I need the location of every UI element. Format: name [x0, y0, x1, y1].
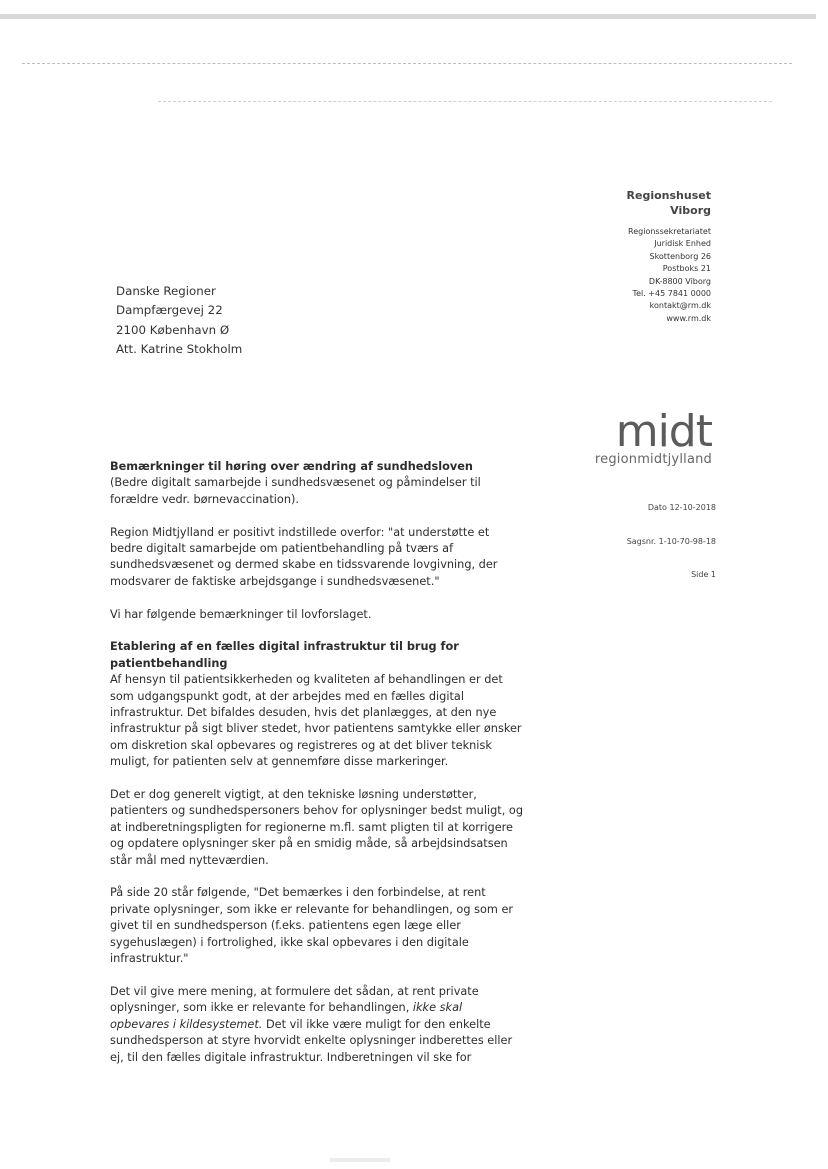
- sender-block: [627, 188, 711, 325]
- recipient-line: Dampfærgevej 22: [116, 303, 223, 318]
- paragraph: På side 20 står følgende, "Det bemærkes i den forbindelse, at rent private oplysninger, som ikke er relevante for behandlingen, og som er givet til en sundhedsperson (f.eks. patientens egen læge eller sygehuslægen) i fortrolighed, ikke skal opbevares i den digitale infrastruktur.": [110, 886, 514, 966]
- sender-website: www.rm.dk: [666, 313, 711, 323]
- sender-detail: Regionssekretariatet: [628, 227, 711, 236]
- paragraph: Vi har følgende bemærkninger til lovforslaget.: [110, 607, 372, 621]
- paragraph: Af hensyn til patientsikkerheden og kvaliteten af behandlingen er det som udgangspunkt godt, at der arbejdes med en fælles digital infrastruktur. Det bifaldes desuden, hvis det planlægges, at den nye infrastruktur på sigt bliver stedet, hvor patientens samtykke eller ønsker om diskretion skal opbevares og registreres og at det bliver teknisk muligt, for patienten selv at gennemføre disse markeringer.: [110, 673, 522, 769]
- sender-detail: Postboks 21: [662, 264, 711, 274]
- scan-line-2: [158, 101, 772, 102]
- sender-org-city: Viborg: [670, 204, 711, 217]
- section-heading: Etablering af en fælles digital infrastruktur til brug for patientbehandling: [110, 640, 459, 670]
- paragraph-text: Det vil ikke være muligt for den enkelte sundhedsperson at styre hvorvidt enkelte oplysninger indberettes eller ej, til den fælles digitale infrastruktur. Indberetningen vil ske for: [110, 1017, 513, 1064]
- page-number: Side 1: [691, 570, 716, 579]
- paragraph: Det er dog generelt vigtigt, at den tekniske løsning understøtter, patienters og sundhedspersoners behov for oplysninger bedst muligt, og at indberetningspligten for regionerne m.fl. samt pligten til at korrigere og opdatere oplysninger sker på en smidig måde, så arbejdsindsatsen står mål med nytteværdien.: [110, 788, 523, 867]
- scan-line-1: [22, 63, 792, 64]
- letter-title: Bemærkninger til høring over ændring af sundhedsloven: [110, 460, 473, 473]
- sender-detail: Skottenborg 26: [649, 251, 711, 261]
- paragraph-text: Det vil give mere mening, at formulere det sådan, at rent private oplysninger, som ikke er relevante for behandlingen,: [110, 984, 479, 1015]
- recipient-line: 2100 København Ø: [116, 322, 230, 337]
- recipient-line: Danske Regioner: [116, 284, 216, 298]
- sender-detail: DK-8800 Viborg: [648, 276, 711, 286]
- letter-subtitle: (Bedre digitalt samarbejde i sundhedsvæsenet og påmindelser til forældre vedr. børnevaccination).: [110, 476, 481, 506]
- sender-org-name: Regionshuset: [626, 189, 711, 202]
- letter-date: Dato 12-10-2018: [647, 503, 716, 512]
- region-logo: [590, 406, 712, 467]
- letter-body: [110, 459, 524, 1082]
- sender-detail: Juridisk Enhed: [654, 239, 711, 249]
- sender-email: kontakt@rm.dk: [649, 301, 711, 311]
- sender-phone: Tel. +45 7841 0000: [632, 289, 711, 299]
- recipient-address: [116, 282, 242, 359]
- recipient-line: Att. Katrine Stokholm: [116, 341, 243, 356]
- logo-wordmark: regionmidtjylland: [594, 452, 712, 467]
- scan-mark: [330, 1158, 390, 1162]
- paragraph: Region Midtjylland er positivt indstillede overfor: "at understøtte et bedre digitalt samarbejde om patientbehandling på tværs af sundhedsvæsenet og dermed skabe en tidssvarende lovgivning, der modsvarer de faktiske arbejdsgange i sundhedsvæsenet.": [110, 525, 498, 588]
- paragraph: [110, 984, 524, 1066]
- scan-top-bar: [0, 14, 816, 19]
- emphasis-text: ikke skal opbevares i kildesystemet.: [110, 1001, 463, 1031]
- case-number: Sagsnr. 1-10-70-98-18: [626, 537, 716, 546]
- logo-mark: midt: [615, 406, 712, 457]
